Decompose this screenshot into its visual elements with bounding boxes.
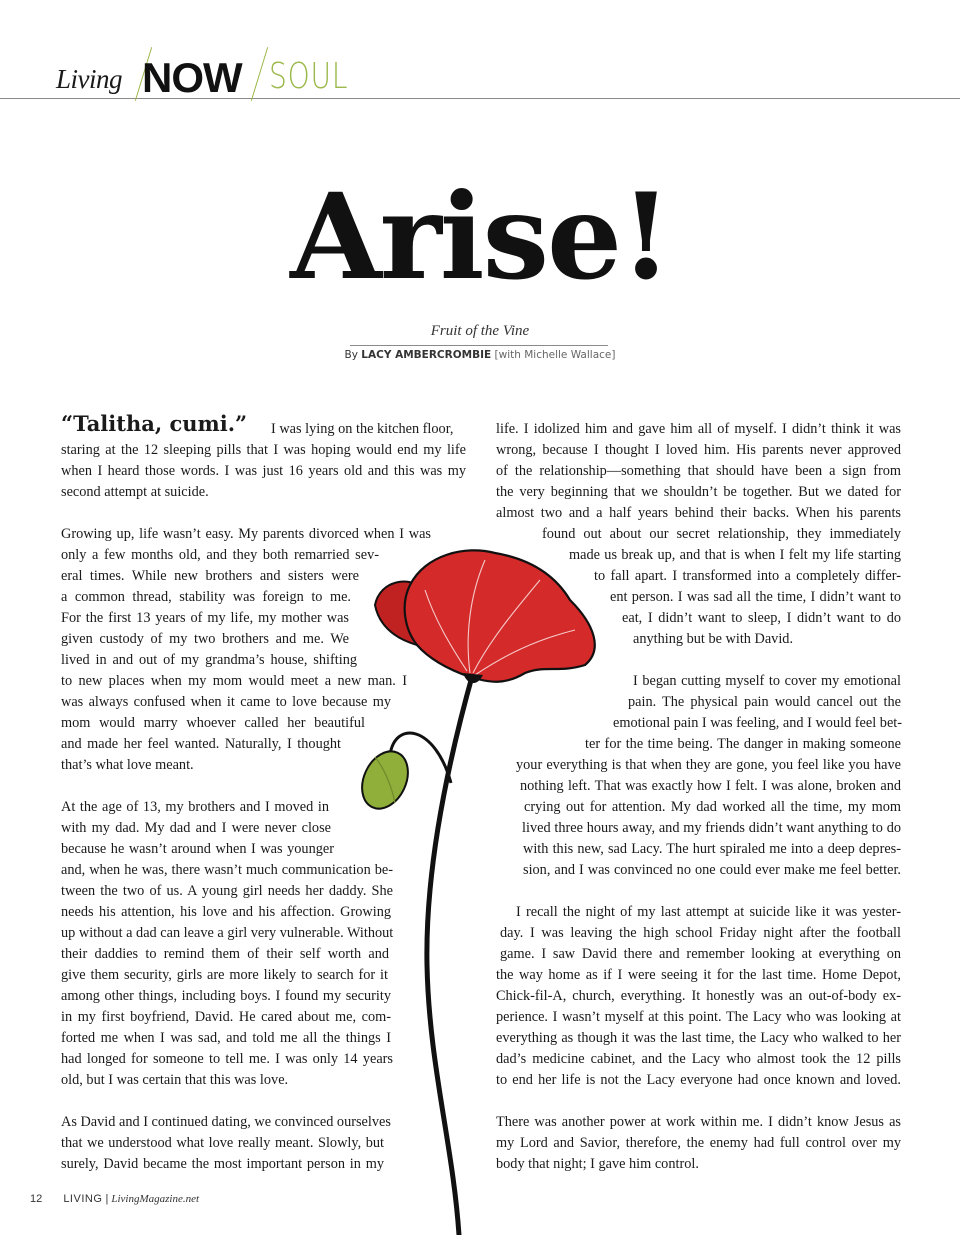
body-line: pain. The physical pain would cancel out the bbox=[628, 694, 901, 710]
footer-separator: | bbox=[105, 1193, 109, 1205]
body-line: with my dad. My dad and I were never close bbox=[61, 820, 331, 836]
body-line: given custody of my two brothers and me. We bbox=[61, 631, 349, 647]
body-line: almost two and a half years behind their backs. When his parents bbox=[496, 505, 901, 521]
subtitle-rule bbox=[350, 345, 608, 346]
header-section: SOUL bbox=[269, 56, 349, 97]
body-line: nothing left. That was exactly how I felt. I was alone, broken and bbox=[520, 778, 901, 794]
article-title: Arise! bbox=[290, 167, 670, 306]
page-number: 12 bbox=[30, 1193, 43, 1205]
lede-quote: “Talitha, cumi.” bbox=[61, 411, 248, 436]
body-line: life. I idolized him and gave him all of myself. I didn’t think it was bbox=[496, 421, 901, 437]
body-line: eat, I didn’t want to sleep, I didn’t want to do bbox=[622, 610, 901, 626]
body-line: when I heard those words. I was just 16 years old and this was my bbox=[61, 463, 466, 479]
right-column bbox=[496, 419, 901, 1189]
body-line: ent person. I was sad all the time, I didn’t want to bbox=[610, 589, 901, 605]
body-line: eral times. While new brothers and sisters were bbox=[61, 568, 359, 584]
body-line: to end her life is not the Lacy everyone had once known and loved. bbox=[496, 1072, 901, 1088]
body-line: to new places when my mom would meet a new man. I bbox=[61, 673, 407, 689]
body-line: There was another power at work within me. I didn’t know Jesus as bbox=[496, 1114, 901, 1130]
body-line: mom would marry whoever called her beautiful bbox=[61, 715, 365, 731]
body-line: wrong, because I thought I loved him. His parents never approved bbox=[496, 442, 901, 458]
body-line: Growing up, life wasn’t easy. My parents divorced when I was bbox=[61, 526, 431, 542]
body-line: because he wasn’t around when I was younger bbox=[61, 841, 334, 857]
byline bbox=[0, 349, 960, 361]
left-column bbox=[61, 409, 466, 1179]
body-line: that we understood what love really meant. Slowly, but bbox=[61, 1135, 384, 1151]
body-line: my Lord and Savior, therefore, the enemy had full control over my bbox=[496, 1135, 901, 1151]
body-line: dad’s medicine cabinet, and the Lacy who almost took the 12 pills bbox=[496, 1051, 901, 1067]
body-line: had longed for someone to tell me. I was only 14 years bbox=[61, 1051, 393, 1067]
body-line: tween the two of us. A young girl needs her daddy. She bbox=[61, 883, 393, 899]
header-now: NOW bbox=[142, 54, 242, 101]
body-line: second attempt at suicide. bbox=[61, 484, 209, 500]
body-line: I began cutting myself to cover my emotional bbox=[633, 673, 901, 689]
body-line: game. I saw David there and remember looking at everything on bbox=[500, 946, 901, 962]
body-line: was always confused when it came to love because my bbox=[61, 694, 391, 710]
body-line: day. I was leaving the high school Friday night after the football bbox=[500, 925, 901, 941]
header-slash bbox=[251, 47, 268, 101]
body-line: of the relationship—something that should have been a sign from bbox=[496, 463, 901, 479]
body-line: body that night; I gave him control. bbox=[496, 1156, 699, 1172]
body-line: up without a dad can leave a girl very vulnerable. Without bbox=[61, 925, 394, 941]
byline-prefix: By bbox=[344, 349, 358, 361]
body-line: give them security, girls are more likely to search for it bbox=[61, 967, 388, 983]
body-line: As David and I continued dating, we convinced ourselves bbox=[61, 1114, 391, 1130]
body-line: anything but be with David. bbox=[633, 631, 794, 647]
body-line: the very beginning that we shouldn’t be together. But we dated for bbox=[496, 484, 901, 500]
header-living: Living bbox=[56, 64, 123, 94]
body-line: made us break up, and that is when I felt my life starting bbox=[569, 547, 901, 563]
body-line: that’s what love meant. bbox=[61, 757, 194, 773]
body-line: everything as though it was the last time, the Lacy who walked to her bbox=[496, 1030, 901, 1046]
body-line: forted me when I was sad, and told me all the things I bbox=[61, 1030, 391, 1046]
body-line: I recall the night of my last attempt at suicide like it was yester- bbox=[516, 904, 901, 920]
body-line: to fall apart. I transformed into a completely differ- bbox=[594, 568, 901, 584]
body-line: with this new, sad Lacy. The hurt spiraled me into a deep depres- bbox=[523, 841, 901, 857]
article-subtitle: Fruit of the Vine bbox=[430, 323, 530, 339]
body-line: the way home as if I were seeing it for the last time. Home Depot, bbox=[496, 967, 901, 983]
body-line: a common thread, stability was foreign to me. bbox=[61, 589, 351, 605]
body-line: their daddies to remind them of their self worth and bbox=[61, 946, 389, 962]
body-line: needs his attention, his love and his affection. Growing bbox=[61, 904, 391, 920]
body-line: and, when he was, there wasn’t much communication be- bbox=[61, 862, 393, 878]
body-line: perience. I wasn’t myself at this point. The Lacy who was looking at bbox=[496, 1009, 901, 1025]
body-line: in my first boyfriend, David. He cared about me, com- bbox=[61, 1009, 391, 1025]
body-line: only a few months old, and they both remarried sev- bbox=[61, 547, 379, 563]
body-line: At the age of 13, my brothers and I moved in bbox=[61, 799, 329, 815]
body-line: Chick-fil-A, church, everything. It honestly was an out-of-body ex- bbox=[496, 988, 901, 1004]
body-line: I was lying on the kitchen floor, bbox=[271, 421, 454, 437]
body-line: emotional pain I was feeling, and I would feel bet- bbox=[613, 715, 903, 731]
body-line: sion, and I was convinced no one could ever make me feel better. bbox=[523, 862, 901, 878]
body-line: found out about our secret relationship, they immediately bbox=[542, 526, 901, 542]
body-line: your everything is that when they are gone, you feel like you have bbox=[516, 757, 901, 773]
body-line: staring at the 12 sleeping pills that I was hoping would end my life bbox=[61, 442, 466, 458]
body-line: crying out for attention. My dad worked all the time, my mom bbox=[524, 799, 901, 815]
body-line: surely, David became the most important person in my bbox=[61, 1156, 384, 1172]
page-footer bbox=[30, 1193, 199, 1205]
body-line: lived three hours away, and my friends didn’t want anything to do bbox=[522, 820, 901, 836]
body-line: For the first 13 years of my life, my mother was bbox=[61, 610, 349, 626]
body-line: lived in and out of my grandma’s house, shifting bbox=[61, 652, 357, 668]
author-name: LACY AMBERCROMBIE bbox=[361, 349, 492, 361]
body-line: old, but I was certain that this was love. bbox=[61, 1072, 289, 1088]
body-line: among other things, including boys. I found my security bbox=[61, 988, 391, 1004]
footer-website: LivingMagazine.net bbox=[111, 1193, 200, 1205]
body-line: and made her feel wanted. Naturally, I thought bbox=[61, 736, 341, 752]
coauthor-name: [with Michelle Wallace] bbox=[494, 349, 616, 361]
body-line: ter for the time being. The danger in making someone bbox=[585, 736, 901, 752]
footer-magazine: LIVING bbox=[63, 1193, 103, 1205]
